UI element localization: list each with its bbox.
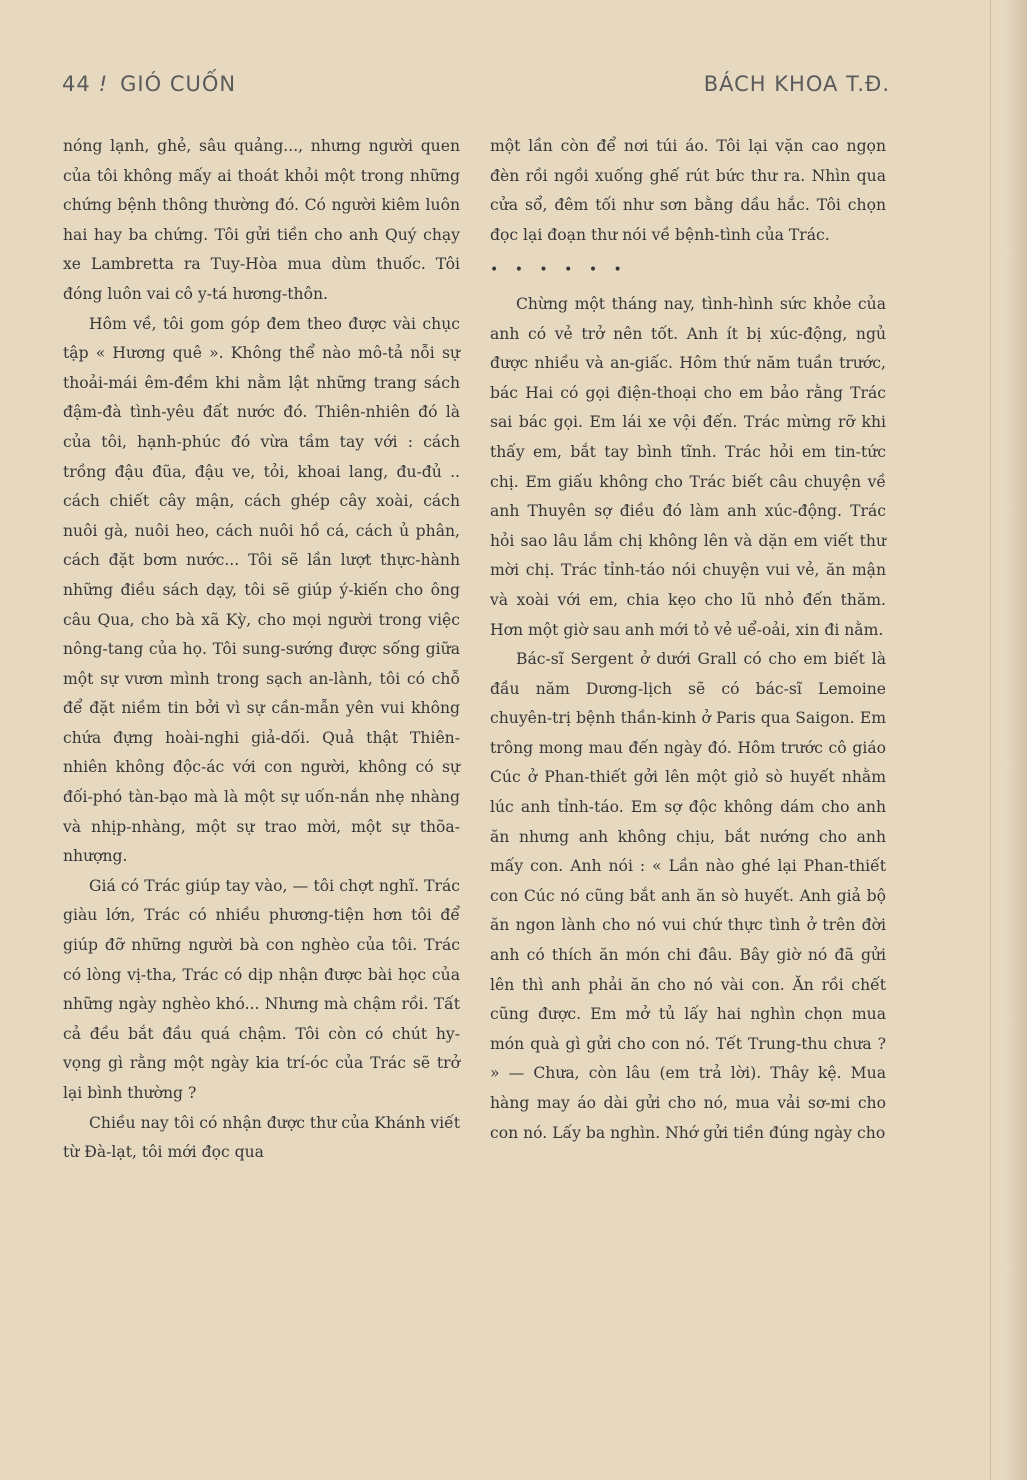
page-edge-shadow	[1005, 0, 1027, 1480]
page-number: 44	[62, 72, 91, 96]
paragraph: Chừng một tháng nay, tình-hình sức khỏe của anh có vẻ trở nên tốt. Anh ít bị xúc-động, ngủ được nhiều và an-giấc. Hôm thứ năm tuần trước, bác Hai có gọi điện-thoại cho em bảo rằng Trác sai bác gọi. Em lái xe vội đến. Trác mừng rỡ khi thấy em, bắt tay bình tĩnh. Trác hỏi em tin-tức chị. Em giấu không cho Trác biết câu chuyện về anh Thuyên sợ điều đó làm anh xúc-động. Trác hỏi sao lâu lắm chị không lên và dặn em viết thư mời chị. Trác tỉnh-táo nói chuyện vui vẻ, ăn mận và xoài với em, chia kẹo cho lũ nhỏ đến thăm. Hơn một giờ sau anh mới tỏ vẻ uể-oải, xin đi nằm.	[490, 294, 886, 639]
magazine-title: BÁCH KHOA T.Đ.	[703, 72, 890, 96]
section-break: • • • • • •	[490, 262, 628, 279]
paragraph: một lần còn để nơi túi áo. Tôi lại vặn cao ngọn đèn rồi ngồi xuống ghế rút bức thư ra. Nhìn qua cửa sổ, đêm tối như sơn bằng dầu hắc. Tôi chọn đọc lại đoạn thư nói về bệnh-tình của Trác.	[490, 137, 886, 244]
paragraph: Giá có Trác giúp tay vào, — tôi chợt nghĩ. Trác giàu lớn, Trác có nhiều phương-tiện hơn tôi để giúp đỡ những người bà con nghèo của tôi. Trác có lòng vị-tha, Trác có dịp nhận được bài học của những ngày nghèo khó... Nhưng mà chậm rồi. Tất cả đều bắt đầu quá chậm. Tôi còn có chút hy-vọng gì rằng một ngày kia trí-óc của Trác sẽ trở lại bình thường ?	[63, 876, 460, 1102]
paragraph: Bác-sĩ Sergent ở dưới Grall có cho em biết là đầu năm Dương-lịch sẽ có bác-sĩ Lemoine chuyên-trị bệnh thần-kinh ở Paris qua Saigon. Em trông mong mau đến ngày đó. Hôm trước cô giáo Cúc ở Phan-thiết gởi lên một giỏ sò huyết nhằm lúc anh tỉnh-táo. Em sợ độc không dám cho anh ăn nhưng anh không chịu, bắt nướng cho anh mấy con. Anh nói : « Lần nào ghé lại Phan-thiết con Cúc nó cũng bắt anh ăn sò huyết. Anh giả bộ ăn ngon lành cho nó vui chứ thực tình ở trên đời anh có thích ăn món chi đâu. Bây giờ nó đã gửi lên thì anh phải ăn cho nó vài con. Ăn rồi chết cũng được. Em mở tủ lấy hai nghìn chọn mua món quà gì gửi cho con nó. Tết Trung-thu chưa ? » — Chưa, còn lâu (em trả lời). Thây kệ. Mua hàng may áo dài gửi cho nó, mua vải sơ-mi cho con nó. Lấy ba nghìn. Nhớ gửi tiền đúng ngày cho	[490, 650, 886, 1142]
paragraph: Hôm về, tôi gom góp đem theo được vài chục tập « Hương quê ». Không thể nào mô-tả nỗi sự thoải-mái êm-đềm khi nằm lật những trang sách đậm-đà tình-yêu đất nước đó. Thiên-nhiên đó là của tôi, hạnh-phúc đó vừa tầm tay với : cách trồng đậu đũa, đậu ve, tỏi, khoai lang, đu-đủ .. cách chiết cây mận, cách ghép cây xoài, cách nuôi gà, nuôi heo, cách nuôi hồ cá, cách ủ phân, cách đặt bơm nước... Tôi sẽ lần lượt thực-hành những điều sách dạy, tôi sẽ giúp ý-kiến cho ông câu Qua, cho bà xã Kỳ, cho mọi người trong việc nông-tang của họ. Tôi sung-sướng được sống giữa một sự vươn mình trong sạch an-lành, tôi có chỗ để đặt niềm tin bởi vì sự cần-mẫn yên vui không chứa đựng hoài-nghi giả-dối. Quả thật Thiên-nhiên không độc-ác với con người, không có sự đối-phó tàn-bạo mà là một sự uốn-nắn nhẹ nhàng và nhịp-nhàng, một sự trao mời, một sự thõa-nhượng.	[63, 314, 460, 866]
paragraph: Chiều nay tôi có nhận được thư của Khánh viết từ Đà-lạt, tôi mới đọc qua	[63, 1113, 460, 1162]
left-column	[63, 132, 460, 1168]
header-left	[62, 72, 236, 96]
paragraph: nóng lạnh, ghẻ, sâu quảng..., nhưng người quen của tôi không mấy ai thoát khỏi một trong những chứng bệnh thông thường đó. Có người kiêm luôn hai hay ba chứng. Tôi gửi tiền cho anh Quý chạy xe Lambretta ra Tuy-Hòa mua dùm thuốc. Tôi đóng luôn vai cô y-tá hương-thôn.	[63, 137, 460, 303]
header-separator: !	[98, 72, 109, 96]
section-title: GIÓ CUỐN	[120, 72, 237, 96]
right-column	[490, 132, 886, 1148]
page-crease	[990, 0, 991, 1480]
running-header	[62, 72, 890, 102]
